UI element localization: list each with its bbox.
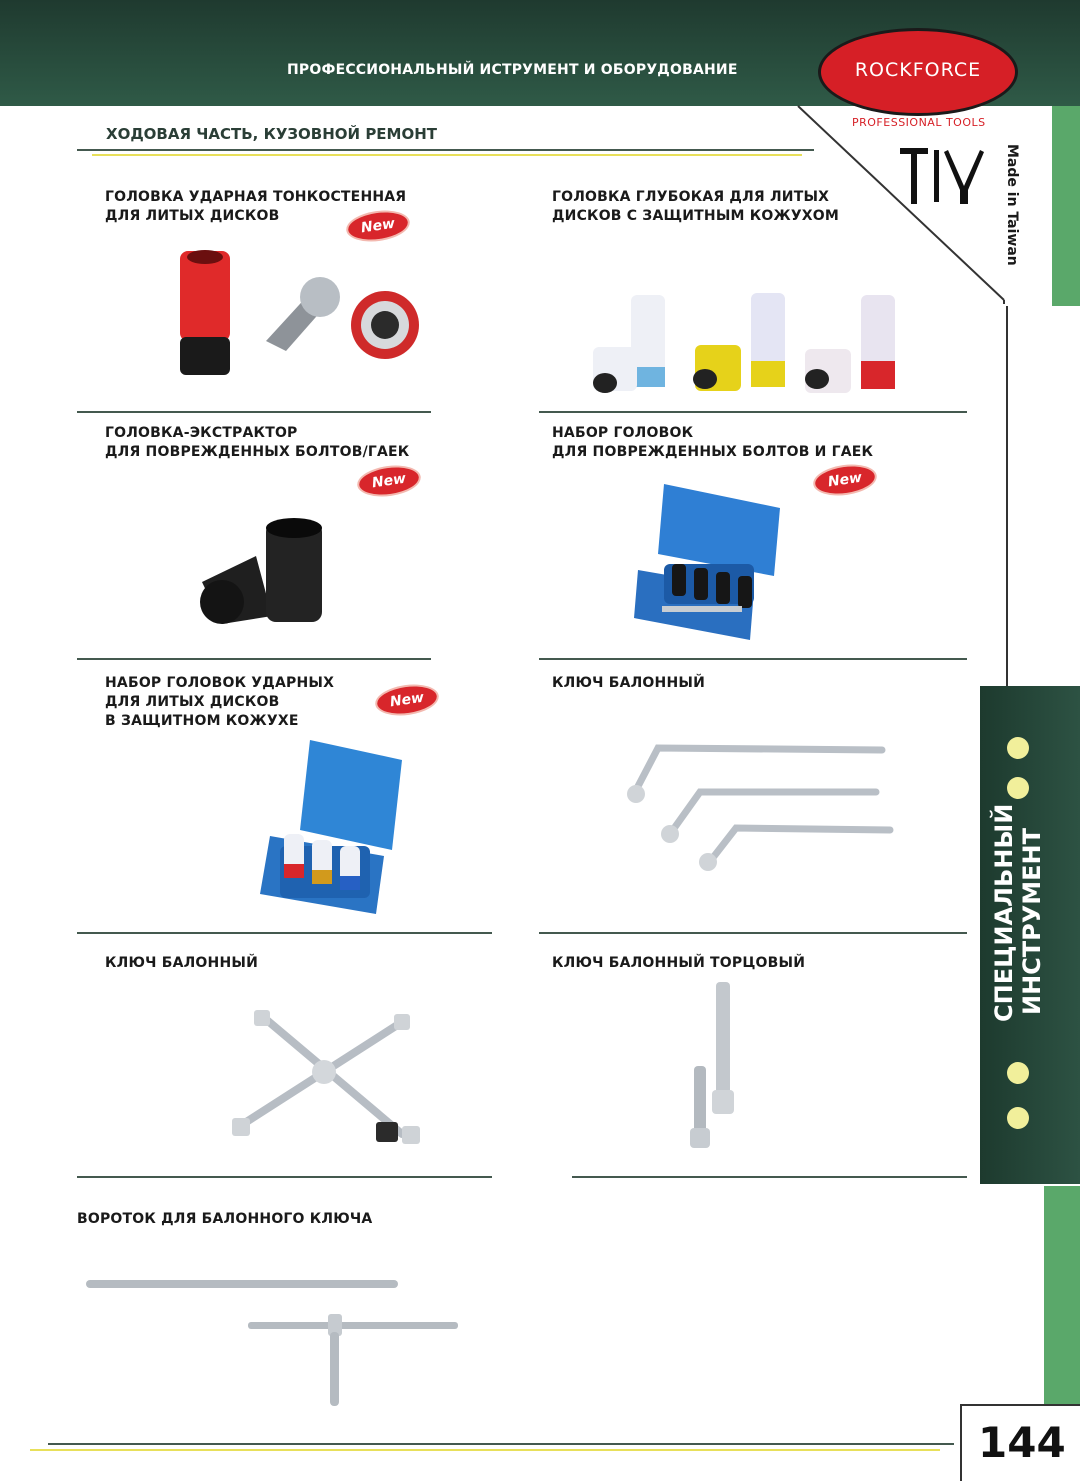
product-rule [77,1176,492,1178]
product-rule [572,1176,967,1178]
green-strip [1044,1186,1080,1404]
bullet-dot [1007,777,1029,799]
product-image [254,738,404,918]
product-image [585,285,905,405]
product-image [170,245,430,385]
product-rule [77,658,431,660]
product-rule [539,932,967,934]
made-in-label: Made in Taiwan [1004,144,1020,266]
divider [1006,306,1008,686]
tools-icon [898,146,998,208]
new-badge: New [811,461,879,500]
section-title: ХОДОВАЯ ЧАСТЬ, КУЗОВНОЙ РЕМОНТ [106,125,438,143]
new-badge: New [355,462,423,501]
product-image [196,516,332,628]
category-tab-label: СПЕЦИАЛЬНЫЙ ИНСТРУМЕНТ [990,803,1046,1022]
product-title: НАБОР ГОЛОВОК УДАРНЫХ ДЛЯ ЛИТЫХ ДИСКОВ В ЗАЩИТНОМ КОЖУХЕ [105,675,335,729]
brand-logo [818,28,1018,116]
header-title: ПРОФЕССИОНАЛЬНЫЙ ИСТРУМЕНТ И ОБОРУДОВАНИЕ [287,62,738,78]
product-title: КЛЮЧ БАЛОННЫЙ [552,675,705,691]
product-rule [77,932,492,934]
product-rule [77,411,431,413]
product-title: ВОРОТОК ДЛЯ БАЛОННОГО КЛЮЧА [77,1211,373,1227]
product-title: ГОЛОВКА-ЭКСТРАКТОР ДЛЯ ПОВРЕЖДЕННЫХ БОЛТОВ/ГАЕК [105,425,410,460]
green-strip [1052,106,1080,306]
product-title: КЛЮЧ БАЛОННЫЙ ТОРЦОВЫЙ [552,955,806,971]
section-rule-accent [92,154,802,156]
product-rule [539,411,967,413]
product-title: ГОЛОВКА УДАРНАЯ ТОНКОСТЕННАЯ ДЛЯ ЛИТЫХ ДИСКОВ [105,189,407,224]
footer-rule [48,1443,954,1445]
bullet-dot [1007,1107,1029,1129]
product-image [634,478,784,644]
product-image [624,740,896,876]
footer-rule-accent [30,1449,940,1451]
new-badge: New [344,207,412,246]
product-rule [539,658,967,660]
product-image [226,1008,426,1148]
bullet-dot [1007,737,1029,759]
page-number: 144 [978,1418,1066,1467]
new-badge: New [373,681,441,720]
brand-subtitle: PROFESSIONAL TOOLS [852,116,986,129]
product-image [82,1270,462,1412]
bullet-dot [1007,1062,1029,1084]
product-title: НАБОР ГОЛОВОК ДЛЯ ПОВРЕЖДЕННЫХ БОЛТОВ И ГАЕК [552,425,874,460]
product-title: КЛЮЧ БАЛОННЫЙ [105,955,258,971]
brand-name: ROCKFORCE [854,59,982,81]
product-title: ГОЛОВКА ГЛУБОКАЯ ДЛЯ ЛИТЫХ ДИСКОВ С ЗАЩИТНЫМ КОЖУХОМ [552,189,840,224]
product-image [684,978,748,1152]
section-rule [77,149,814,151]
